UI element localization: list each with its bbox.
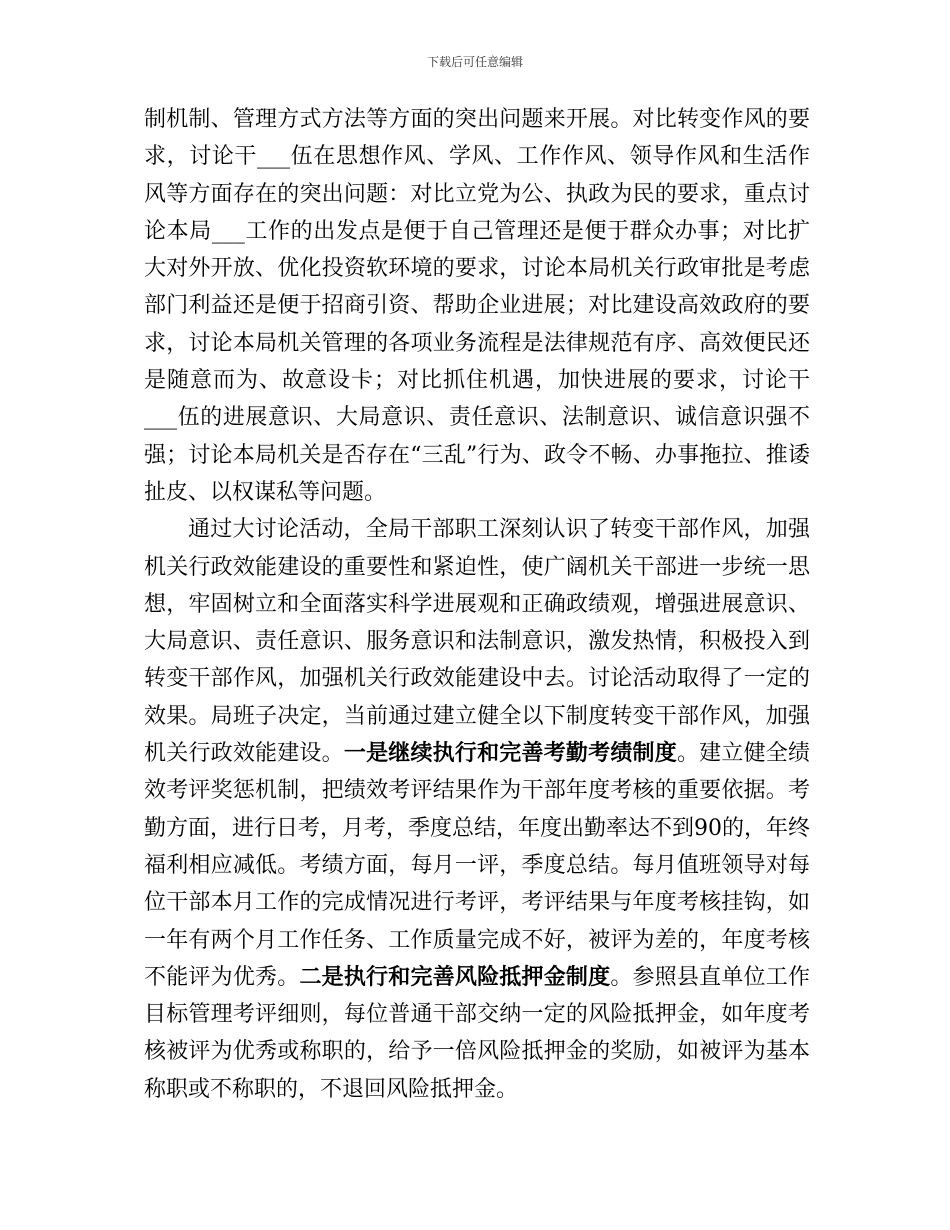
paragraph-2 bbox=[144, 511, 810, 1108]
page-header: 下载后可任意编辑 bbox=[426, 55, 523, 69]
paragraph-2-text-3: 。参照县直单位工作目标管理考评细则，每位普通干部交纳一定的风险抵押金，如年度考核被评为优秀或称职的，给予一倍风险抵押金的奖励，如被评为基本称职或不称职的，不退回风险抵押金。 bbox=[144, 964, 810, 1102]
paragraph-1: 制机制、管理方式方法等方面的突出问题来开展。对比转变作风的要求，讨论干___伍在思想作风、学风、工作作风、领导作风和生活作风等方面存在的突出问题：对比立党为公、执政为民的要求，重点讨论本局___工作的出发点是便于自己管理还是便于群众办事；对比扩大对外开放、优化投资软环境的要求，讨论本局机关行政审批是考虑部门利益还是便于招商引资、帮助企业进展；对比建设高效政府的要求，讨论本局机关管理的各项业务流程是法律规范有序、高效便民还是随意而为、故意设卡；对比抓住机遇，加快进展的要求，讨论干___伍的进展意识、大局意识、责任意识、法制意识、诚信意识强不强；讨论本局机关是否存在“三乱”行为、政令不畅、办事拖拉、推诿扯皮、以权谋私等问题。 bbox=[144, 107, 810, 505]
bold-heading-2: 二是执行和完善风险抵押金制度 bbox=[299, 963, 611, 990]
bold-heading-1: 一是继续执行和完善考勤考绩制度 bbox=[343, 740, 677, 767]
document-body bbox=[144, 101, 810, 1108]
paragraph-2-text-2: 。建立健全绩效考评奖惩机制，把绩效考评结果作为干部年度考核的重要依据。考勤方面，进行日考，月考，季度总结，年度出勤率达不到90的，年终福利相应减低。考绩方面，每月一评，季度总结。每月值班领导对每位干部本月工作的完成情况进行考评，考评结果与年度考核挂钩，如一年有两个月工作任务、工作质量完成不好，被评为差的，年度考核不能评为优秀。 bbox=[144, 741, 810, 990]
paragraph-2-text-1: 通过大讨论活动，全局干部职工深刻认识了转变干部作风，加强机关行政效能建设的重要性和紧迫性，使广阔机关干部进一步统一思想，牢固树立和全面落实科学进展观和正确政绩观，增强进展意识、大局意识、责任意识、服务意识和法制意识，激发热情，积极投入到转变干部作风，加强机关行政效能建设中去。讨论活动取得了一定的效果。局班子决定，当前通过建立健全以下制度转变干部作风，加强机关行政效能建设。 bbox=[144, 517, 810, 767]
